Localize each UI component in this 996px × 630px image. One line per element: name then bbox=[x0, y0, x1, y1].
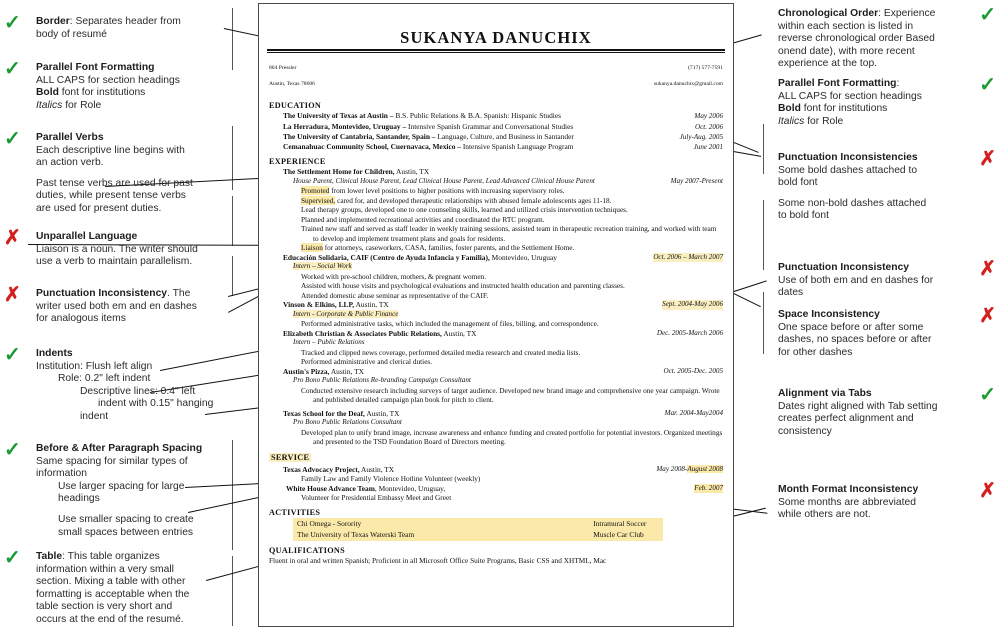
service-description: Volunteer for Presidential Embassy Meet and Greet bbox=[301, 493, 452, 503]
annotation-title: Month Format Inconsistency bbox=[778, 484, 919, 495]
experience-role-line bbox=[269, 262, 723, 271]
contact-block bbox=[269, 55, 723, 96]
annotation-text: Liaison is a noun. The writer should bbox=[36, 243, 198, 255]
experience-entry bbox=[269, 300, 723, 329]
cross-icon: ✗ bbox=[979, 148, 996, 170]
left-column-rule-5 bbox=[232, 440, 233, 550]
left-column-rule-4 bbox=[232, 256, 233, 296]
annotation-text: Dates right aligned with Tab setting bbox=[778, 400, 938, 412]
contact-address bbox=[269, 55, 315, 96]
check-icon: ✓ bbox=[4, 344, 21, 366]
annotation-text: Role: 0.2" left indent bbox=[58, 373, 151, 385]
annotation-text: small spaces between entries bbox=[58, 526, 194, 538]
education-detail: Language, Culture, and Business in Santander bbox=[437, 131, 574, 141]
institution-name: The Settlement Home for Children, bbox=[283, 167, 395, 177]
annotation-title: Space Inconsistency bbox=[778, 309, 880, 320]
cross-icon: ✗ bbox=[979, 305, 996, 327]
experience-description: Developed plan to unify brand image, increase awareness and enhance funding and created portfolio for potential investors. Organized meetings and presented to the TSD Foundation Board of Directors meeting. bbox=[301, 427, 723, 447]
role-title: Intern - Corporate & Public Finance bbox=[293, 309, 399, 318]
annotation-table bbox=[4, 547, 232, 627]
education-institution: Cemanahuac Community School, Cuernavaca, Mexico bbox=[283, 142, 456, 152]
experience-entry bbox=[269, 367, 723, 405]
cross-icon: ✗ bbox=[4, 284, 21, 306]
cross-icon: ✗ bbox=[4, 227, 21, 249]
section-heading-education: EDUCATION bbox=[269, 101, 322, 111]
annotation-text: use a verb to maintain parallelism. bbox=[36, 256, 193, 268]
annotation-text: occurs at the end of the resumé. bbox=[36, 613, 184, 625]
annotation-title: Indents bbox=[36, 348, 73, 359]
annotation-month-format-inconsistency bbox=[778, 480, 996, 522]
annotation-text: duties, while present tense verbs bbox=[36, 190, 186, 202]
annotation-text: Some non-bold dashes attached bbox=[778, 197, 927, 209]
annotation-text: consistency bbox=[778, 425, 832, 437]
annotation-title: Punctuation Inconsistencies bbox=[778, 152, 918, 163]
check-icon: ✓ bbox=[4, 547, 21, 569]
education-institution: The University of Texas at Austin bbox=[283, 111, 388, 121]
experience-institution-line bbox=[269, 167, 723, 177]
entry-date: Mar. 2004-May2004 bbox=[664, 408, 723, 417]
left-column-rule-1 bbox=[232, 8, 233, 70]
activities-table bbox=[293, 518, 663, 541]
role-title: Intern – Social Work bbox=[293, 262, 352, 271]
experience-description: Conducted extensive research including surveys of target audience. Developed new brand image and comprehensive one year campaign. Wrote and published detailed campaign plan book for pitch to client. bbox=[301, 385, 720, 405]
annotation-text: section. Mixing a table with other bbox=[36, 576, 186, 588]
activity-cell: Intramural Soccer bbox=[593, 518, 647, 528]
activity-cell: Muscle Car Club bbox=[593, 530, 644, 540]
education-detail: B.S. Public Relations & B.A. Spanish: Hispanic Studies bbox=[395, 111, 561, 121]
annotation-parallel-font-formatting-left bbox=[4, 58, 232, 112]
annotation-text: bold font bbox=[778, 177, 818, 189]
annotation-text: Use larger spacing for large bbox=[58, 480, 185, 492]
institution-name: Educación Solidaria, CAIF (Centro de Ayuda Infancia y Familia), bbox=[283, 252, 490, 262]
annotation-text: information within a very small bbox=[36, 563, 174, 575]
service-entry bbox=[269, 465, 723, 484]
annotation-text: for analogous items bbox=[36, 313, 126, 325]
address-line-1: 804 Pressler bbox=[269, 64, 297, 71]
education-dash: – bbox=[387, 111, 396, 121]
right-column-rule-1 bbox=[763, 124, 764, 174]
left-column-rule-2 bbox=[232, 126, 233, 190]
cross-icon: ✗ bbox=[979, 480, 996, 502]
role-title: House Parent, Clinical House Parent, Lead Clinical House Parent, Lead Advanced Clinical House Parent bbox=[293, 176, 595, 185]
institution-name: White House Advance Team bbox=[286, 483, 375, 493]
annotation-alignment-via-tabs bbox=[778, 384, 996, 438]
phone-number: (717) 577-7591 bbox=[688, 64, 723, 71]
education-dash: – bbox=[400, 121, 409, 131]
check-icon: ✓ bbox=[4, 128, 21, 150]
experience-role-line: Intern – Public Relations bbox=[293, 338, 365, 347]
check-icon: ✓ bbox=[979, 74, 996, 96]
experience-description: Promoted from lower level positions to higher positions with increasing supervisory roles. bbox=[301, 186, 565, 196]
role-date: May 2007-Present bbox=[670, 176, 723, 185]
experience-description: Trained new staff and served as staff leader in weekly training sessions, assisted team in therapeutic recreation training, and worked with team to develop and implement treatment plans and goals for residents. bbox=[301, 224, 717, 243]
annotation-text: dates bbox=[778, 287, 804, 299]
entry-date: Oct. 2006 – March 2007 bbox=[653, 252, 723, 261]
annotation-text: Use of both em and en dashes for bbox=[778, 274, 934, 286]
annotation-text: within each section is listed in bbox=[778, 20, 914, 32]
annotation-text: ALL CAPS for section headings bbox=[36, 74, 180, 86]
experience-description: Planned and implemented recreational activities and coordinated the RTC program. bbox=[301, 214, 545, 224]
annotation-title: Before & After Paragraph Spacing bbox=[36, 443, 203, 454]
institution-location: Austin, TX bbox=[394, 167, 430, 177]
institution-location: Montevideo, Uruguay bbox=[489, 252, 557, 262]
annotation-title: Parallel Font Formatting: bbox=[778, 78, 900, 89]
annotation-space-inconsistency bbox=[778, 305, 996, 359]
service-entry bbox=[269, 484, 723, 503]
experience-role-line bbox=[269, 177, 723, 186]
institution-name: Austin's Pizza, bbox=[283, 366, 330, 376]
institution-location: , Montevideo, Uruguay, bbox=[374, 483, 446, 493]
service-institution-line bbox=[269, 484, 723, 494]
annotation-text: an action verb. bbox=[36, 157, 104, 169]
education-institution: La Herradura, Montevideo, Uruguay bbox=[283, 121, 401, 131]
highlighted-date: Feb. 2007 bbox=[694, 483, 723, 492]
annotation-punctuation-inconsistency-left bbox=[4, 284, 232, 326]
annotation-unparallel-language bbox=[4, 227, 232, 269]
institution-location: Austin, TX bbox=[329, 366, 364, 376]
experience-institution-line bbox=[269, 329, 723, 339]
header-divider-rule bbox=[267, 49, 725, 53]
education-detail: Intensive Spanish Language Program bbox=[462, 142, 574, 152]
experience-entry bbox=[269, 253, 723, 301]
annotation-text: creates perfect alignment and bbox=[778, 413, 914, 425]
contact-phone-email bbox=[654, 55, 723, 96]
annotation-title: Unparallel Language bbox=[36, 231, 138, 242]
education-institution: The University of Cantabria, Santander, Spain bbox=[283, 131, 430, 141]
annotation-text: Some bold dashes attached to bbox=[778, 164, 918, 176]
annotation-text: while others are not. bbox=[778, 509, 871, 521]
annotation-indents bbox=[4, 344, 232, 424]
annotation-text: body of resumé bbox=[36, 28, 107, 40]
email-address: sukanya.danuchix@gmail.com bbox=[653, 81, 723, 87]
annotation-text: Italics for Role bbox=[36, 99, 102, 111]
address-line-2: Austin, Texas 78606 bbox=[269, 81, 315, 87]
annotation-text: One space before or after some bbox=[778, 321, 924, 333]
annotation-text: experience at the top. bbox=[778, 58, 878, 70]
section-heading-qualifications: QUALIFICATIONS bbox=[269, 545, 345, 555]
left-column-rule-6 bbox=[232, 556, 233, 626]
activity-cell: Chi Omega - Sorority bbox=[297, 518, 362, 528]
check-icon: ✓ bbox=[979, 384, 996, 406]
education-item bbox=[269, 142, 723, 152]
annotation-text: table section is very short and bbox=[36, 601, 173, 613]
annotation-text: to bold font bbox=[778, 210, 829, 222]
education-item bbox=[269, 111, 723, 121]
education-date: May 2006 bbox=[694, 112, 723, 121]
experience-institution-line bbox=[269, 367, 723, 377]
annotation-text: reverse chronological order Based bbox=[778, 33, 935, 45]
annotation-text: Italics for Role bbox=[778, 115, 844, 127]
annotation-title: Border: Separates header from bbox=[36, 16, 181, 27]
activity-cell: The University of Texas Waterski Team bbox=[297, 530, 415, 540]
institution-location: Austin, TX bbox=[364, 408, 400, 418]
highlighted-verb: Promoted bbox=[301, 186, 330, 196]
check-icon: ✓ bbox=[4, 439, 21, 461]
annotation-title: Alignment via Tabs bbox=[778, 388, 872, 399]
section-heading-activities: ACTIVITIES bbox=[269, 507, 321, 517]
annotation-text: for other dashes bbox=[778, 346, 853, 358]
section-heading-experience: EXPERIENCE bbox=[269, 157, 326, 167]
experience-description: Performed administrative and clerical duties. bbox=[301, 357, 433, 367]
institution-name: Elizabeth Christian & Associates Public Relations, bbox=[283, 328, 442, 338]
institution-location: Austin, TX bbox=[354, 300, 389, 310]
annotation-title: Chronological Order: Experience bbox=[778, 8, 936, 19]
resume-name: SUKANYA DANUCHIX bbox=[400, 28, 592, 47]
highlighted-verb: Supervised, bbox=[301, 195, 336, 205]
experience-description: Liaison for attorneys, caseworkers, CASA, families, foster parents, and the Settlement Home. bbox=[301, 243, 575, 253]
annotation-text: indent with 0.15" hanging bbox=[98, 398, 214, 410]
annotation-text: Each descriptive line begins with bbox=[36, 144, 185, 156]
annotation-text: information bbox=[36, 468, 87, 480]
annotation-text: Same spacing for similar types of bbox=[36, 455, 188, 467]
highlighted-date: August 2008 bbox=[687, 464, 723, 473]
education-date: July-Aug. 2005 bbox=[679, 132, 723, 141]
education-item bbox=[269, 122, 723, 132]
experience-role-line: Pro Bono Public Relations Re-branding Campaign Consultant bbox=[293, 376, 471, 385]
annotation-text: Past tense verbs are used for past bbox=[36, 177, 193, 189]
check-icon: ✓ bbox=[4, 58, 21, 80]
annotation-border bbox=[4, 12, 232, 41]
annotation-text: Use smaller spacing to create bbox=[58, 513, 194, 525]
annotation-text: Institution: Flush left align bbox=[36, 360, 153, 372]
annotation-chronological-order bbox=[778, 4, 996, 71]
annotation-parallel-font-formatting-right bbox=[778, 74, 996, 128]
experience-description: Worked with pre-school children, mothers, & pregnant women. bbox=[301, 271, 487, 281]
institution-name: Texas School for the Deaf, bbox=[283, 408, 365, 418]
annotation-punctuation-inconsistency-dates bbox=[778, 258, 996, 300]
education-dash: – bbox=[455, 142, 463, 152]
experience-description: Assisted with house visits and psychological evaluations and instructed health education and parenting classes. bbox=[301, 281, 625, 291]
table-row bbox=[293, 518, 663, 529]
institution-location: Austin, TX bbox=[359, 464, 395, 474]
education-item bbox=[269, 132, 723, 142]
annotation-title: Punctuation Inconsistency bbox=[778, 262, 910, 273]
right-column-rule-3 bbox=[763, 292, 764, 354]
resume-document bbox=[258, 3, 734, 627]
annotation-title: Parallel Font Formatting bbox=[36, 62, 155, 73]
annotation-text: dashes, no spaces before or after bbox=[778, 334, 932, 346]
education-dash: – bbox=[429, 131, 438, 141]
annotation-title: Punctuation Inconsistency. The bbox=[36, 288, 191, 299]
check-icon: ✓ bbox=[979, 4, 996, 26]
annotation-parallel-verbs bbox=[4, 128, 232, 216]
experience-institution-line bbox=[269, 300, 723, 310]
education-date: June 2001 bbox=[693, 143, 723, 152]
annotation-text: writer used both em and en dashes bbox=[36, 300, 197, 312]
annotation-text: indent bbox=[80, 410, 109, 422]
left-column-rule-3 bbox=[232, 196, 233, 246]
institution-name: Texas Advocacy Project, bbox=[283, 464, 360, 474]
annotation-text: Bold font for institutions bbox=[778, 103, 888, 115]
experience-description: Lead therapy groups, developed one to one counseling skills, learned and utilized crisis intervention techniques. bbox=[301, 205, 628, 215]
entry-date: Sept. 2004-May 2006 bbox=[662, 300, 723, 309]
annotation-title: Parallel Verbs bbox=[36, 132, 104, 143]
annotation-text: Bold font for institutions bbox=[36, 87, 146, 99]
experience-description: Tracked and clipped news coverage, performed detailed media research and created media lists. bbox=[301, 347, 581, 357]
entry-date: Oct. 2005-Dec. 2005 bbox=[663, 366, 723, 375]
annotation-text: formatting is acceptable when the bbox=[36, 588, 190, 600]
experience-entry bbox=[269, 329, 723, 367]
experience-description: Supervised, cared for, and developed therapeutic relationships with abused female adolescents ages 11-18. bbox=[301, 195, 612, 205]
highlighted-verb: Liaison bbox=[301, 243, 323, 253]
qualifications-text: Fluent in oral and written Spanish; Proficient in all Microsoft Office Suite Programs, Basic CSS and XHTML, Mac bbox=[269, 555, 607, 565]
annotation-text: ALL CAPS for section headings bbox=[778, 90, 922, 102]
service-description: Family Law and Family Violence Hotline Volunteer (weekly) bbox=[301, 474, 481, 484]
leader-line-punctuation-l2 bbox=[228, 295, 260, 313]
entry-date: May 2008-August 2008 bbox=[656, 464, 723, 473]
experience-entry bbox=[269, 167, 723, 253]
annotation-text: Some months are abbreviated bbox=[778, 496, 916, 508]
section-heading-service: SERVICE bbox=[271, 452, 310, 462]
education-date: Oct. 2006 bbox=[695, 122, 723, 131]
experience-description: Attended domestic abuse seminar as representative of the CAIF. bbox=[301, 290, 489, 300]
education-detail: Intensive Spanish Grammar and Conversational Studies bbox=[408, 121, 574, 131]
annotation-text: headings bbox=[58, 493, 100, 505]
experience-institution-line bbox=[269, 253, 723, 263]
institution-name: Vinson & Elkins, LLP, bbox=[283, 300, 355, 310]
institution-location: Austin, TX bbox=[441, 328, 477, 338]
annotation-paragraph-spacing bbox=[4, 439, 232, 539]
entry-date: Dec. 2005-March 2006 bbox=[656, 328, 723, 337]
experience-institution-line bbox=[269, 409, 723, 419]
experience-description: Performed administrative tasks, which included the management of files, billing, and correspondence. bbox=[301, 319, 599, 329]
experience-entry bbox=[269, 409, 723, 447]
experience-role-line: Pro Bono Public Relations Consultant bbox=[293, 418, 402, 427]
check-icon: ✓ bbox=[4, 12, 21, 34]
annotation-punctuation-inconsistencies bbox=[778, 148, 996, 223]
table-row bbox=[293, 529, 663, 540]
experience-role-line bbox=[269, 310, 723, 319]
service-institution-line bbox=[269, 465, 723, 475]
cross-icon: ✗ bbox=[979, 258, 996, 280]
annotation-text: are used for present duties. bbox=[36, 202, 162, 214]
annotation-title: Table: This table organizes bbox=[36, 551, 160, 562]
right-column-rule-2 bbox=[763, 200, 764, 270]
annotation-text: Descriptive lines: 0.4" left bbox=[80, 385, 196, 397]
annotation-text: onend date), with more recent bbox=[778, 45, 915, 57]
